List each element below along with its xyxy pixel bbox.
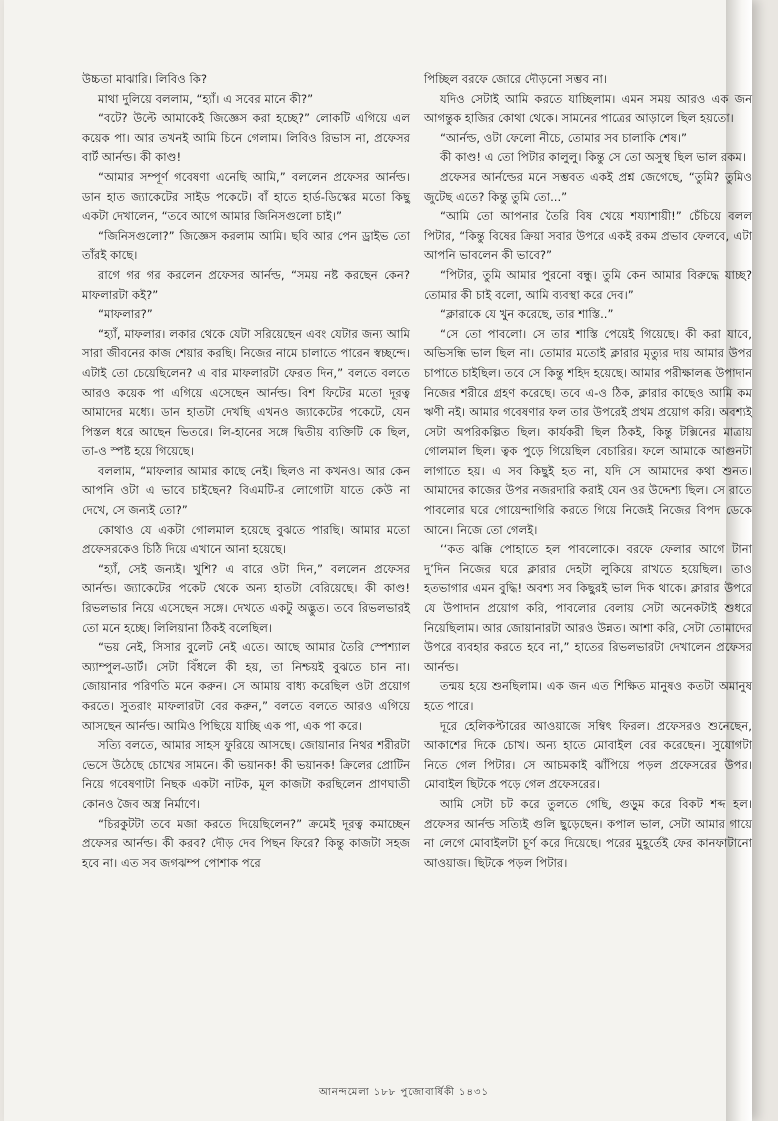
paragraph: “সে তো পাবলো। সে তার শাস্তি পেয়েই গিয়েছে। কী করা যাবে, অভিসন্ধি ভাল ছিল না। তোমার মতোই ক্লারার মৃত্যুর দায় আমার উপর চাপাতে চাইছিল। তবে সে কিন্তু শহিদ হয়েছে। আমার পরীক্ষালব্ধ উপাদান নিজের শরীরে গ্রহণ করেছে। তবে এ-ও ঠিক, ক্লারার কাছেও আমি কম ঋণী নই। আমার গবেষণার ফল তার উপরেই প্রথম প্রয়োগ করি। অবশ্যই সেটা অপরিকল্পিত ছিল। কার্যকরী ছিল ঠিকই, কিন্তু টক্সিনের মাত্রায় গোলমাল ছিল। ত্বক পুড়ে গিয়েছিল বেচারির। ফলে আমাকে আগুনটা লাগাতে হয়। এ সব কিছুই হত না, যদি সে আমাদের কথা শুনত। আমাদের কাজের উপর নজরদারি করাই যেন ওর উদ্দেশ্য ছিল। সে রাতে পাবলোর ঘরে গোয়েন্দাগিরি করতে গিয়ে নিজেই নিজের বিপদ ডেকে আনে। নিজে তো গেলই। bbox=[424, 326, 752, 537]
paragraph: “বটে? উল্টে আমাকেই জিজ্ঞেস করা হচ্ছে?” লোকটি এগিয়ে এল কয়েক পা। আর তখনই আমি চিনে গেলাম। লিবিও রিভাস না, প্রফেসর বার্ট আর্নল্ড। কী কাণ্ড! bbox=[82, 111, 410, 165]
paragraph: “আর্নল্ড, ওটা ফেলো নীচে, তোমার সব চালাকি শেষ।” bbox=[440, 130, 687, 145]
paragraph: “হ্যাঁ, সেই জন্যই। খুশি? এ বারে ওটা দিন,” বললেন প্রফেসর আর্নল্ড। জ্যাকেটের পকেট থেকে অন্য হাতটা বেরিয়েছে। কী কাণ্ড! রিভলভার নিয়ে এসেছেন সঙ্গে। দেখতে একটু অদ্ভুত। তবে রিভলভারই তো মনে হচ্ছে। লিলিয়ানা ঠিকই বলেছিল। bbox=[82, 561, 410, 635]
paragraph: “আমি তো আপনার তৈরি বিষ খেয়ে শয্যাশায়ী!” চেঁচিয়ে বলল পিটার, “কিন্তু বিষের ক্রিয়া সবার উপরে একই রকম প্রভাব ফেলবে, এটা আপনি ভাবলেন কী ভাবে?” bbox=[424, 209, 752, 263]
paragraph: “চিরকুটটা তবে মজা করতে দিয়েছিলেন?” ক্রমেই দূরত্ব কমাচ্ছেন প্রফেসর আর্নল্ড। কী করব? দৌড় দেব পিছন ফিরে? কিন্তু কাজটা সহজ হবে না। এত সব জগঝম্প পোশাক পরে bbox=[82, 816, 410, 870]
paragraph: মাথা দুলিয়ে বললাম, “হ্যাঁ। এ সবের মানে কী?” bbox=[98, 91, 314, 106]
paragraph: তন্ময় হয়ে শুনছিলাম। এক জন এত শিক্ষিত মানুষও কতটা অমানুষ হতে পারে। bbox=[424, 679, 752, 713]
paragraph: উচ্চতা মাঝারি। লিবিও কি? bbox=[82, 72, 208, 86]
paragraph: বললাম, “মাফলার আমার কাছে নেই। ছিলও না কখনও। আর কেন আপনি ওটা এ ভাবে চাইছেন? বিএমটি-র লোগোটা যাতে কেউ না দেখে, সে জন্যই তো?” bbox=[82, 463, 410, 518]
paragraph: দূরে হেলিকপ্টারের আওয়াজে সম্বিৎ ফিরল। প্রফেসরও শুনেছেন, আকাশের দিকে চোখ। অন্য হাতে মোবাইল বের করেছেন। সুযোগটা নিতে গেল পিটার। সে আচমকাই ঝাঁপিয়ে পড়ল প্রফেসরের উপর। মোবাইল ছিটকে পড়ে গেল প্রফেসরের। bbox=[424, 718, 752, 792]
paragraph: “ক্লারাকে যে খুন করেছে, তার শাস্তি..” bbox=[440, 307, 614, 322]
paragraph: পিচ্ছিল বরফে জোরে দৌড়নো সম্ভব না। bbox=[424, 72, 608, 86]
paragraph: কোথাও যে একটা গোলমাল হয়েছে বুঝতে পারছি। আমার মতো প্রফেসরকেও চিঠি দিয়ে এখানে আনা হয়েছে। bbox=[82, 522, 410, 557]
left-column bbox=[82, 70, 410, 873]
paragraph: “ভয় নেই, সিসার বুলেট নেই এতে। আছে আমার তৈরি স্পেশ্যাল অ্যাম্পুল-ডার্ট। সেটা বিঁধলে কী হয়, তা নিশ্চয়ই বুঝতে চান না। জোয়ানার পরিণতি মনে করুন। সে আমায় বাধ্য করেছিল ওটা প্রয়োগ করতে। সুতরাং মাফলারটা বের করুন,” বলতে বলতে আরও এগিয়ে আসছেন আর্নল্ড। আমিও পিছিয়ে যাচ্ছি এক পা, এক পা করে। bbox=[82, 640, 410, 733]
paragraph: আমি সেটা চট করে তুলতে গেছি, গুড়ুম করে বিকট শব্দ হল। প্রফেসর আর্নল্ড সত্যিই গুলি ছুড়েছেন। কপাল ভাল, সেটা আমার গায়ে না লেগে মোবাইলটা চূর্ণ করে দিয়েছে। পরের মুহূর্তেই ফের কানফাটানো আওয়াজ। ছিটকে পড়ল পিটার। bbox=[424, 796, 752, 870]
paragraph: সত্যি বলতে, আমার সাহস ফুরিয়ে আসছে। জোয়ানার নিথর শরীরটা ভেসে উঠেছে চোখের সামনে। কী ভয়ানক! কী ভয়ানক! ক্রিলের প্রোটিন নিয়ে গবেষণাটা নিছক একটা নাটক, মূল কাজটা করছিলেন প্রাণঘাতী কোনও জৈব অস্ত্র নির্মাণে। bbox=[82, 738, 410, 811]
paragraph: রাগে গর গর করলেন প্রফেসর আর্নল্ড, “সময় নষ্ট করছেন কেন? মাফলারটা কই?” bbox=[82, 267, 410, 302]
paragraph: “হ্যাঁ, মাফলার। লকার থেকে যেটা সরিয়েছেন এবং যেটার জন্য আমি সারা জীবনের কাজ শেয়ার করছি। নিজের নামে চালাতে পারেন স্বচ্ছন্দে। এটাই তো চেয়েছিলেন? এ বার মাফলারটা ফেরত দিন,” বলতে বলতে আরও কয়েক পা এগিয়ে এসেছেন আর্নল্ড। বিশ ফিটের মতো দূরত্ব আমাদের মধ্যে। ডান হাতটা দেখছি এখনও জ্যাকেটের পকেটে, যেন পিস্তল ধরে আছেন ভিতরে। লি-হানের সঙ্গে দ্বিতীয় ব্যক্তিটি কে ছিল, তা-ও স্পষ্ট হয়ে গিয়েছে। bbox=[82, 326, 410, 459]
paragraph: যদিও সেটাই আমি করতে যাচ্ছিলাম। এমন সময় আরও এক জন আগন্তুক হাজির কোথা থেকে। সামনের পাত্রের আড়ালে ছিল হয়তো। bbox=[424, 91, 752, 126]
paragraph: “মাফলার?” bbox=[98, 307, 153, 322]
paragraph: প্রফেসর আর্নল্ডের মনে সম্ভবত একই প্রশ্ন জেগেছে, “তুমি? তুমিও জুটেছ এতে? কিন্তু তুমি তো...” bbox=[424, 169, 752, 204]
paragraph: ‘‘কত ঝক্কি পোহাতে হল পাবলোকে। বরফে ফেলার আগে টানা দু’দিন নিজের ঘরে ক্লারার দেহটা লুকিয়ে রাখতে হয়েছিল। তাও হতভাগার এমন বুদ্ধি! অবশ্য সব কিছুরই ভাল দিক থাকে। ক্লারার উপরে যে উপাদান প্রয়োগ করি, পাবলোর বেলায় সেটা অনেকটাই শুধরে নিয়েছিলাম। আর জোয়ানারটা আরও উন্নত। আশা করি, সেটা তোমাদের উপরে ব্যবহার করতে হবে না,” হাতের রিভলভারটা দেখালেন প্রফেসর আর্নল্ড। bbox=[424, 542, 752, 674]
page-footer: আনন্দমেলা ১৮৮ পুজোবার্ষিকী ১৪৩১ bbox=[319, 1087, 489, 1098]
book-page bbox=[4, 0, 752, 1121]
paragraph: “পিটার, তুমি আমার পুরনো বন্ধু। তুমি কেন আমার বিরুদ্ধে যাচ্ছ? তোমার কী চাই বলো, আমি ব্যবস্থা করে দেব।” bbox=[424, 267, 752, 302]
paragraph: “আমার সম্পূর্ণ গবেষণা এনেছি আমি,” বললেন প্রফেসর আর্নল্ড। ডান হাত জ্যাকেটের সাইড পকেটে। বাঁ হাতে হার্ড-ডিস্কের মতো কিছু একটা দেখালেন, “তবে আগে আমার জিনিসগুলো চাই।” bbox=[82, 169, 410, 224]
right-column bbox=[424, 70, 752, 873]
paragraph: কী কাণ্ড! এ তো পিটার কালুলু। কিন্তু সে তো অসুস্থ ছিল ভাল রকম। bbox=[440, 150, 746, 165]
paragraph: “জিনিসগুলো?” জিজ্ঞেস করলাম আমি। ছবি আর পেন ড্রাইভ তো তাঁরই কাছে। bbox=[82, 228, 410, 263]
